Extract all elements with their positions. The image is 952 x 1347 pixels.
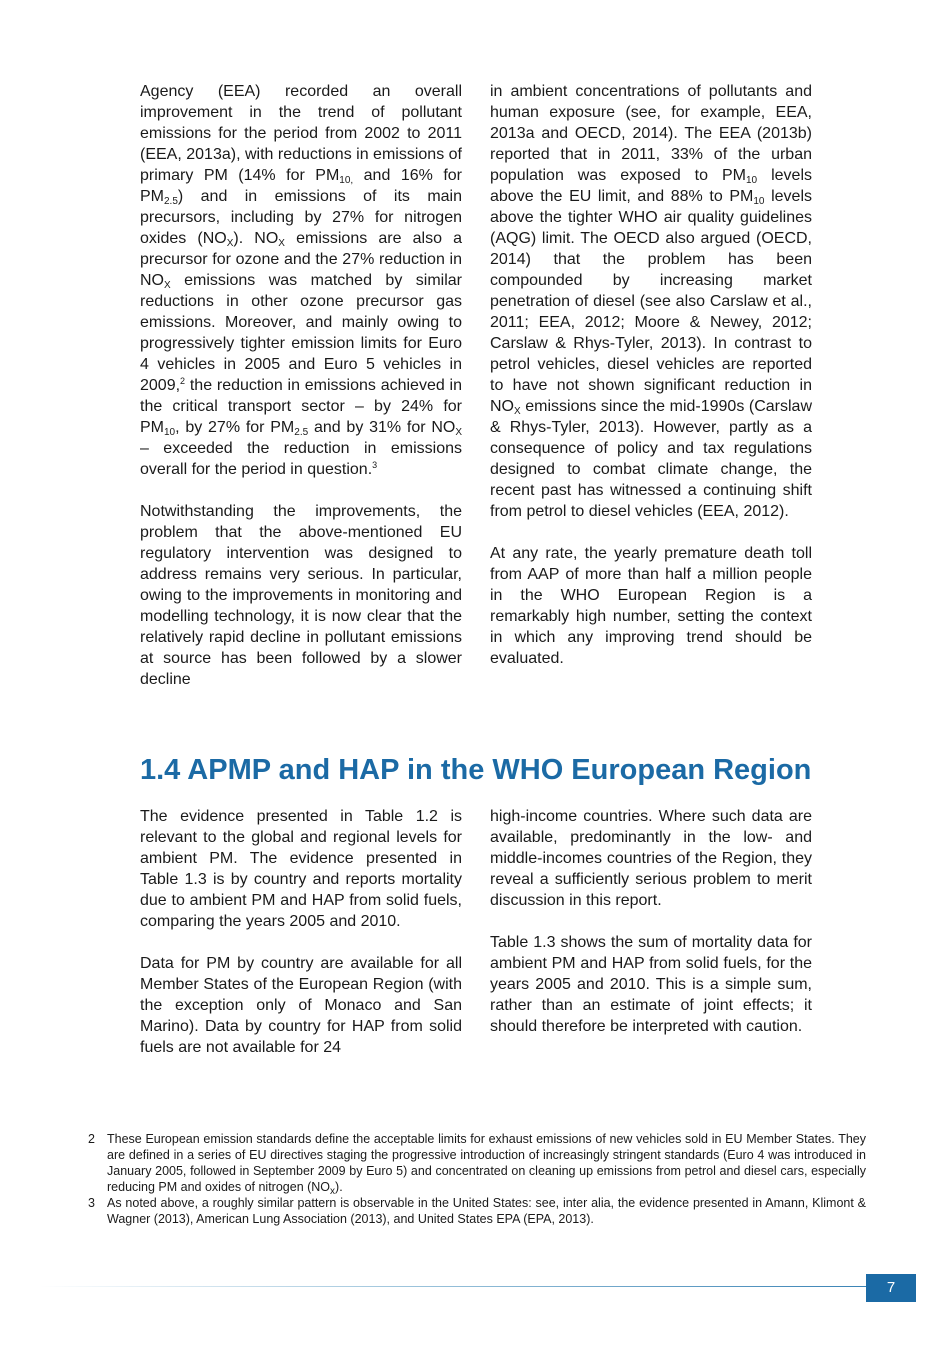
column-top-right (490, 81, 812, 669)
paragraph: high-income countries. Where such data are available, predominantly in the low- and middle-incomes countries of the Region, they reveal a sufficiently serious problem to merit discussion in this report. (490, 808, 812, 909)
paragraph: The evidence presented in Table 1.2 is relevant to the global and regional levels for ambient PM. The evidence presented in Table 1.3 is by country and reports mortality due to ambient PM and HAP from solid fuels, comparing the years 2005 and 2010. (140, 808, 462, 930)
footnote (88, 1131, 866, 1195)
paragraph: Data for PM by country are available for all Member States of the European Region (with the exception only of Monaco and San Marino). Data by country for HAP from solid fuels are not available for 24 (140, 955, 462, 1056)
footer-rule (40, 1286, 870, 1287)
section-heading: 1.4 APMP and HAP in the WHO European Region (140, 754, 812, 786)
column-top-left (140, 81, 462, 690)
footnote-number: 3 (88, 1196, 95, 1210)
column-bottom-left (140, 806, 462, 1058)
footnote-text: As noted above, a roughly similar pattern is observable in the United States: see, inter alia, the evidence presented in Amann, Klimont & Wagner (2013), American Lung Association (2013), and United States EPA (EPA, 2013). (107, 1196, 866, 1226)
footnote-ref: 2 (180, 376, 186, 386)
column-bottom-right (490, 806, 812, 1037)
paragraph: Agency (EEA) recorded an overall improvement in the trend of pollutant emissions for the period from 2002 to 2011 (EEA, 2013a), with reductions in emissions of primary PM (14% for $PM_{10,}$ and 16% for $PM_{2.5}$) and in emissions of its main precursors, including by 27% for nitrogen oxides $(NO_X)$. $NO_X$ emissions are also a precursor for ozone and the 27% reduction in $NO_X$ emissions was matched by similar reductions in other ozone precursor gas emissions. Moreover, and mainly owing to progressively tighter emission limits for Euro 4 vehicles in 2005 and Euro 5 vehicles in 2009,$^2$ the reduction in emissions achieved in the critical transport sector – by 24% for $PM_{10}$, by 27% for $PM_{2.5}$ and by 31% for $NO_X$ – exceeded the reduction in emissions overall for the period in question.$^3$ (140, 83, 462, 478)
footnote-text: These European emission standards define the acceptable limits for exhaust emissions of new vehicles sold in EU Member States. They are defined in a series of EU directives staging the progressive introduction of increasingly stringent standards (Euro 4 was introduced in January 2005, followed in September 2009 by Euro 5) and concentrated on cleaning up emissions from petrol and diesel cars, especially reducing PM and oxides of nitrogen $(NO_x)$. (107, 1132, 866, 1197)
paragraph: Table 1.3 shows the sum of mortality data for ambient PM and HAP from solid fuels, for the years 2005 and 2010. This is a simple sum, rather than an estimate of joint effects; it should therefore be interpreted with caution. (490, 934, 812, 1035)
paragraph: in ambient concentrations of pollutants and human exposure (see, for example, EEA, 2013a and OECD, 2014). The EEA (2013b) reported that in 2011, 33% of the urban population was exposed to $PM_{10}$ levels above the EU limit, and 88% to $PM_{10}$ levels above the tighter WHO air quality guidelines (AQG) limit. The OECD also argued (OECD, 2014) that the problem has been compounded by increasing market penetration of diesel (see also Carslaw et al., 2011; EEA, 2012; Moore & Newey, 2012; Carslaw & Rhys-Tyler, 2013). In contrast to petrol vehicles, diesel vehicles are reported to have not shown significant reduction in $NO_X$ emissions since the mid-1990s (Carslaw & Rhys-Tyler, 2013). However, partly as a consequence of policy and tax regulations designed to combat climate change, the recent past has witnessed a continuing shift from petrol to diesel vehicles (EEA, 2012). (490, 83, 812, 520)
page-number: 7 (866, 1274, 916, 1302)
footnote-number: 2 (88, 1132, 95, 1146)
paragraph: At any rate, the yearly premature death toll from AAP of more than half a million people in the WHO European Region is a remarkably high number, setting the context in which any improving trend should be evaluated. (490, 545, 812, 667)
paragraph: Notwithstanding the improvements, the problem that the above-mentioned EU regulatory intervention was designed to address remains very serious. In particular, owing to the improvements in monitoring and modelling technology, it is now clear that the relatively rapid decline in pollutant emissions at source has been followed by a slower decline (140, 503, 462, 688)
footnote-ref: 3 (372, 460, 378, 470)
footnotes (88, 1131, 866, 1227)
footnote (88, 1195, 866, 1227)
